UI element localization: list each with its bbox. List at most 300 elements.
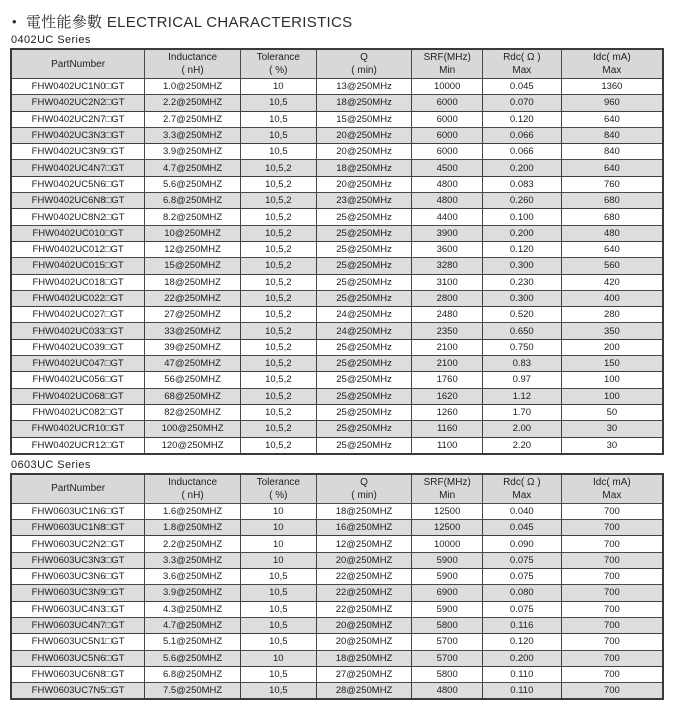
part-number-cell: FHW0402UC2N7□GT: [11, 111, 145, 127]
value-cell: 25@250MHz: [316, 274, 412, 290]
value-cell: 0.083: [482, 176, 561, 192]
value-cell: 1760: [412, 372, 482, 388]
column-header: SRF(MHz) Min: [412, 49, 482, 79]
part-number-cell: FHW0603UC5N6□GT: [11, 650, 145, 666]
value-cell: 120@250MHZ: [145, 437, 241, 454]
column-header: Inductance ( nH): [145, 49, 241, 79]
value-cell: 840: [561, 144, 663, 160]
table-row: [11, 437, 663, 454]
table-row: [11, 95, 663, 111]
value-cell: 27@250MHZ: [145, 307, 241, 323]
part-number-cell: FHW0402UC8N2□GT: [11, 209, 145, 225]
value-cell: 700: [561, 569, 663, 585]
value-cell: 10000: [412, 536, 482, 552]
value-cell: 18@250MHz: [316, 95, 412, 111]
column-header: SRF(MHz) Min: [412, 474, 482, 504]
table-row: [11, 111, 663, 127]
part-number-cell: FHW0402UC1N0□GT: [11, 79, 145, 95]
value-cell: 4800: [412, 683, 482, 700]
value-cell: 760: [561, 176, 663, 192]
value-cell: 39@250MHZ: [145, 339, 241, 355]
value-cell: 25@250MHz: [316, 258, 412, 274]
table-row: [11, 127, 663, 143]
value-cell: 700: [561, 617, 663, 633]
value-cell: 10,5,2: [241, 274, 317, 290]
value-cell: 10000: [412, 79, 482, 95]
value-cell: 10,5: [241, 95, 317, 111]
value-cell: 5700: [412, 650, 482, 666]
value-cell: 700: [561, 552, 663, 568]
table-row: [11, 388, 663, 404]
table-row: [11, 503, 663, 519]
value-cell: 0.260: [482, 193, 561, 209]
value-cell: 700: [561, 585, 663, 601]
value-cell: 1360: [561, 79, 663, 95]
value-cell: 0.200: [482, 225, 561, 241]
value-cell: 25@250MHz: [316, 404, 412, 420]
value-cell: 12500: [412, 520, 482, 536]
value-cell: 0.110: [482, 683, 561, 700]
value-cell: 22@250MHZ: [316, 601, 412, 617]
value-cell: 25@250MHz: [316, 225, 412, 241]
table-row: [11, 536, 663, 552]
value-cell: 30: [561, 437, 663, 454]
part-number-cell: FHW0402UC039□GT: [11, 339, 145, 355]
value-cell: 10: [241, 79, 317, 95]
series-label-0603uc: 0603UC Series: [11, 458, 91, 471]
value-cell: 1160: [412, 421, 482, 437]
value-cell: 22@250MHZ: [316, 585, 412, 601]
value-cell: 150: [561, 356, 663, 372]
value-cell: 4800: [412, 193, 482, 209]
value-cell: 16@250MHZ: [316, 520, 412, 536]
value-cell: 10,5,2: [241, 421, 317, 437]
value-cell: 0.230: [482, 274, 561, 290]
table-row: [11, 634, 663, 650]
part-number-cell: FHW0402UC047□GT: [11, 356, 145, 372]
value-cell: 10,5,2: [241, 176, 317, 192]
value-cell: 1100: [412, 437, 482, 454]
value-cell: 7.5@250MHZ: [145, 683, 241, 700]
value-cell: 33@250MHZ: [145, 323, 241, 339]
value-cell: 20@250MHz: [316, 144, 412, 160]
value-cell: 0.300: [482, 258, 561, 274]
value-cell: 1.8@250MHZ: [145, 520, 241, 536]
value-cell: 20@250MHZ: [316, 552, 412, 568]
value-cell: 15@250MHz: [316, 111, 412, 127]
bullet-icon: •: [12, 14, 17, 29]
value-cell: 10,5: [241, 569, 317, 585]
value-cell: 23@250MHz: [316, 193, 412, 209]
value-cell: 4.7@250MHZ: [145, 617, 241, 633]
table-row: [11, 274, 663, 290]
part-number-cell: FHW0402UC027□GT: [11, 307, 145, 323]
value-cell: 8.2@250MHZ: [145, 209, 241, 225]
value-cell: 6900: [412, 585, 482, 601]
value-cell: 3.9@250MHZ: [145, 585, 241, 601]
value-cell: 0.520: [482, 307, 561, 323]
value-cell: 20@250MHz: [316, 176, 412, 192]
value-cell: 640: [561, 241, 663, 257]
table-row: [11, 666, 663, 682]
part-number-cell: FHW0603UC1N6□GT: [11, 503, 145, 519]
value-cell: 25@250MHz: [316, 290, 412, 306]
value-cell: 4.7@250MHZ: [145, 160, 241, 176]
part-number-cell: FHW0402UC3N3□GT: [11, 127, 145, 143]
value-cell: 1.6@250MHZ: [145, 503, 241, 519]
table-row: [11, 520, 663, 536]
table-0603uc: [10, 473, 664, 701]
part-number-cell: FHW0603UC1N8□GT: [11, 520, 145, 536]
value-cell: 700: [561, 601, 663, 617]
value-cell: 0.116: [482, 617, 561, 633]
value-cell: 0.066: [482, 127, 561, 143]
value-cell: 25@250MHz: [316, 356, 412, 372]
part-number-cell: FHW0402UC010□GT: [11, 225, 145, 241]
value-cell: 10,5: [241, 127, 317, 143]
value-cell: 3600: [412, 241, 482, 257]
value-cell: 5.1@250MHZ: [145, 634, 241, 650]
value-cell: 0.200: [482, 650, 561, 666]
part-number-cell: FHW0402UC015□GT: [11, 258, 145, 274]
value-cell: 5700: [412, 634, 482, 650]
value-cell: 700: [561, 634, 663, 650]
value-cell: 480: [561, 225, 663, 241]
header-row: [11, 49, 663, 79]
value-cell: 12500: [412, 503, 482, 519]
value-cell: 2.20: [482, 437, 561, 454]
part-number-cell: FHW0402UCR12□GT: [11, 437, 145, 454]
value-cell: 50: [561, 404, 663, 420]
value-cell: 10: [241, 536, 317, 552]
part-number-cell: FHW0603UC3N9□GT: [11, 585, 145, 601]
value-cell: 82@250MHZ: [145, 404, 241, 420]
value-cell: 4800: [412, 176, 482, 192]
value-cell: 20@250MHZ: [316, 617, 412, 633]
value-cell: 10,5,2: [241, 307, 317, 323]
value-cell: 4400: [412, 209, 482, 225]
value-cell: 3.9@250MHZ: [145, 144, 241, 160]
table-row: [11, 421, 663, 437]
value-cell: 18@250MHz: [316, 160, 412, 176]
value-cell: 2800: [412, 290, 482, 306]
part-number-cell: FHW0402UC056□GT: [11, 372, 145, 388]
value-cell: 10,5,2: [241, 388, 317, 404]
value-cell: 5800: [412, 617, 482, 633]
value-cell: 25@250MHz: [316, 388, 412, 404]
part-number-cell: FHW0402UC033□GT: [11, 323, 145, 339]
value-cell: 5.6@250MHZ: [145, 176, 241, 192]
table-row: [11, 193, 663, 209]
value-cell: 1260: [412, 404, 482, 420]
value-cell: 1620: [412, 388, 482, 404]
value-cell: 0.300: [482, 290, 561, 306]
part-number-cell: FHW0603UC3N3□GT: [11, 552, 145, 568]
value-cell: 25@250MHz: [316, 372, 412, 388]
value-cell: 700: [561, 683, 663, 700]
header-row: [11, 474, 663, 504]
value-cell: 0.120: [482, 241, 561, 257]
value-cell: 0.045: [482, 520, 561, 536]
value-cell: 3900: [412, 225, 482, 241]
value-cell: 0.110: [482, 666, 561, 682]
table-row: [11, 209, 663, 225]
value-cell: 420: [561, 274, 663, 290]
value-cell: 6000: [412, 144, 482, 160]
value-cell: 10,5,2: [241, 339, 317, 355]
column-header: Rdc( Ω ) Max: [482, 474, 561, 504]
part-number-cell: FHW0402UC082□GT: [11, 404, 145, 420]
table-row: [11, 585, 663, 601]
value-cell: 280: [561, 307, 663, 323]
value-cell: 18@250MHZ: [316, 650, 412, 666]
column-header: Idc( mA) Max: [561, 49, 663, 79]
value-cell: 22@250MHZ: [316, 569, 412, 585]
value-cell: 10: [241, 520, 317, 536]
table-row: [11, 569, 663, 585]
value-cell: 10: [241, 552, 317, 568]
table-row: [11, 323, 663, 339]
value-cell: 25@250MHz: [316, 421, 412, 437]
value-cell: 560: [561, 258, 663, 274]
value-cell: 0.045: [482, 79, 561, 95]
value-cell: 0.83: [482, 356, 561, 372]
value-cell: 840: [561, 127, 663, 143]
part-number-cell: FHW0603UC2N2□GT: [11, 536, 145, 552]
column-header: Rdc( Ω ) Max: [482, 49, 561, 79]
part-number-cell: FHW0402UC5N6□GT: [11, 176, 145, 192]
value-cell: 18@250MHZ: [145, 274, 241, 290]
value-cell: 2350: [412, 323, 482, 339]
value-cell: 10,5: [241, 634, 317, 650]
table-row: [11, 160, 663, 176]
value-cell: 100@250MHZ: [145, 421, 241, 437]
value-cell: 10,5: [241, 683, 317, 700]
value-cell: 4500: [412, 160, 482, 176]
value-cell: 18@250MHZ: [316, 503, 412, 519]
value-cell: 0.650: [482, 323, 561, 339]
table-row: [11, 79, 663, 95]
value-cell: 10: [241, 650, 317, 666]
value-cell: 3280: [412, 258, 482, 274]
value-cell: 400: [561, 290, 663, 306]
table-row: [11, 258, 663, 274]
table-row: [11, 144, 663, 160]
column-header: Q ( min): [316, 474, 412, 504]
value-cell: 100: [561, 372, 663, 388]
value-cell: 10,5: [241, 144, 317, 160]
table-row: [11, 617, 663, 633]
value-cell: 24@250MHz: [316, 307, 412, 323]
value-cell: 0.075: [482, 552, 561, 568]
value-cell: 3100: [412, 274, 482, 290]
value-cell: 27@250MHZ: [316, 666, 412, 682]
value-cell: 0.750: [482, 339, 561, 355]
value-cell: 960: [561, 95, 663, 111]
value-cell: 2.7@250MHZ: [145, 111, 241, 127]
value-cell: 0.070: [482, 95, 561, 111]
value-cell: 30: [561, 421, 663, 437]
part-number-cell: FHW0603UC4N3□GT: [11, 601, 145, 617]
section-title: [12, 11, 673, 32]
value-cell: 0.075: [482, 601, 561, 617]
column-header: Inductance ( nH): [145, 474, 241, 504]
table-row: [11, 683, 663, 700]
value-cell: 10,5,2: [241, 356, 317, 372]
value-cell: 10,5: [241, 585, 317, 601]
value-cell: 0.97: [482, 372, 561, 388]
part-number-cell: FHW0603UC4N7□GT: [11, 617, 145, 633]
value-cell: 700: [561, 650, 663, 666]
value-cell: 3.6@250MHZ: [145, 569, 241, 585]
value-cell: 5.6@250MHZ: [145, 650, 241, 666]
value-cell: 13@250MHz: [316, 79, 412, 95]
table-row: [11, 372, 663, 388]
value-cell: 3.3@250MHZ: [145, 552, 241, 568]
value-cell: 1.12: [482, 388, 561, 404]
value-cell: 700: [561, 666, 663, 682]
value-cell: 1.0@250MHZ: [145, 79, 241, 95]
value-cell: 2480: [412, 307, 482, 323]
value-cell: 5900: [412, 569, 482, 585]
value-cell: 700: [561, 520, 663, 536]
value-cell: 200: [561, 339, 663, 355]
value-cell: 25@250MHz: [316, 437, 412, 454]
table-row: [11, 241, 663, 257]
value-cell: 640: [561, 111, 663, 127]
value-cell: 0.066: [482, 144, 561, 160]
part-number-cell: FHW0402UC3N9□GT: [11, 144, 145, 160]
series-label-0402uc: 0402UC Series: [11, 34, 91, 46]
part-number-cell: FHW0402UC022□GT: [11, 290, 145, 306]
part-number-cell: FHW0402UC068□GT: [11, 388, 145, 404]
value-cell: 10,5,2: [241, 258, 317, 274]
value-cell: 700: [561, 536, 663, 552]
value-cell: 0.080: [482, 585, 561, 601]
value-cell: 10,5,2: [241, 437, 317, 454]
value-cell: 700: [561, 503, 663, 519]
value-cell: 12@250MHZ: [145, 241, 241, 257]
part-number-cell: FHW0402UC4N7□GT: [11, 160, 145, 176]
value-cell: 56@250MHZ: [145, 372, 241, 388]
table-row: [11, 176, 663, 192]
value-cell: 6000: [412, 127, 482, 143]
value-cell: 0.120: [482, 634, 561, 650]
value-cell: 10,5,2: [241, 372, 317, 388]
value-cell: 68@250MHZ: [145, 388, 241, 404]
part-number-cell: FHW0603UC5N1□GT: [11, 634, 145, 650]
value-cell: 47@250MHZ: [145, 356, 241, 372]
part-number-cell: FHW0603UC6N8□GT: [11, 666, 145, 682]
value-cell: 10,5,2: [241, 241, 317, 257]
table-row: [11, 307, 663, 323]
value-cell: 0.120: [482, 111, 561, 127]
value-cell: 6.8@250MHZ: [145, 666, 241, 682]
column-header: PartNumber: [11, 49, 145, 79]
part-number-cell: FHW0402UC018□GT: [11, 274, 145, 290]
value-cell: 10,5: [241, 601, 317, 617]
value-cell: 2100: [412, 339, 482, 355]
part-number-cell: FHW0402UC2N2□GT: [11, 95, 145, 111]
value-cell: 100: [561, 388, 663, 404]
column-header: Tolerance ( %): [241, 474, 317, 504]
value-cell: 10,5,2: [241, 290, 317, 306]
value-cell: 28@250MHZ: [316, 683, 412, 700]
column-header: Tolerance ( %): [241, 49, 317, 79]
value-cell: 15@250MHZ: [145, 258, 241, 274]
value-cell: 2.00: [482, 421, 561, 437]
value-cell: 25@250MHz: [316, 339, 412, 355]
value-cell: 640: [561, 160, 663, 176]
column-header: PartNumber: [11, 474, 145, 504]
table-row: [11, 404, 663, 420]
value-cell: 2100: [412, 356, 482, 372]
value-cell: 25@250MHz: [316, 241, 412, 257]
value-cell: 10,5: [241, 617, 317, 633]
value-cell: 680: [561, 193, 663, 209]
table-row: [11, 650, 663, 666]
value-cell: 0.075: [482, 569, 561, 585]
table-row: [11, 356, 663, 372]
value-cell: 10,5,2: [241, 193, 317, 209]
value-cell: 6.8@250MHZ: [145, 193, 241, 209]
part-number-cell: FHW0603UC3N6□GT: [11, 569, 145, 585]
value-cell: 6000: [412, 111, 482, 127]
value-cell: 10,5,2: [241, 225, 317, 241]
table-row: [11, 225, 663, 241]
value-cell: 10@250MHZ: [145, 225, 241, 241]
table-row: [11, 601, 663, 617]
value-cell: 0.100: [482, 209, 561, 225]
value-cell: 0.090: [482, 536, 561, 552]
value-cell: 10,5: [241, 111, 317, 127]
value-cell: 2.2@250MHZ: [145, 95, 241, 111]
part-number-cell: FHW0402UC012□GT: [11, 241, 145, 257]
value-cell: 0.040: [482, 503, 561, 519]
column-header: Idc( mA) Max: [561, 474, 663, 504]
value-cell: 3.3@250MHZ: [145, 127, 241, 143]
part-number-cell: FHW0402UC6N8□GT: [11, 193, 145, 209]
column-header: Q ( min): [316, 49, 412, 79]
value-cell: 5800: [412, 666, 482, 682]
table-row: [11, 339, 663, 355]
value-cell: 10,5,2: [241, 404, 317, 420]
table-row: [11, 552, 663, 568]
value-cell: 6000: [412, 95, 482, 111]
value-cell: 24@250MHz: [316, 323, 412, 339]
value-cell: 20@250MHz: [316, 127, 412, 143]
value-cell: 10,5,2: [241, 323, 317, 339]
value-cell: 20@250MHZ: [316, 634, 412, 650]
value-cell: 350: [561, 323, 663, 339]
value-cell: 10,5: [241, 666, 317, 682]
part-number-cell: FHW0402UCR10□GT: [11, 421, 145, 437]
value-cell: 25@250MHz: [316, 209, 412, 225]
value-cell: 4.3@250MHZ: [145, 601, 241, 617]
table-0402uc: [10, 48, 664, 455]
section-title-text: 電性能參數 ELECTRICAL CHARACTERISTICS: [25, 14, 353, 31]
value-cell: 12@250MHZ: [316, 536, 412, 552]
value-cell: 10,5,2: [241, 160, 317, 176]
value-cell: 1.70: [482, 404, 561, 420]
value-cell: 10,5,2: [241, 209, 317, 225]
value-cell: 22@250MHZ: [145, 290, 241, 306]
value-cell: 0.200: [482, 160, 561, 176]
part-number-cell: FHW0603UC7N5□GT: [11, 683, 145, 700]
value-cell: 680: [561, 209, 663, 225]
table-row: [11, 290, 663, 306]
value-cell: 2.2@250MHZ: [145, 536, 241, 552]
